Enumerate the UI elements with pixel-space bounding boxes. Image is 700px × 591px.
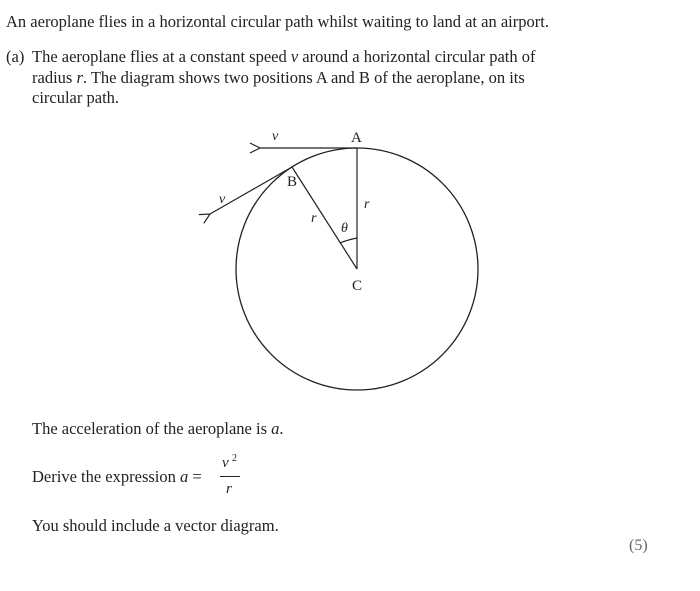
velocity-label-b: v — [219, 192, 226, 207]
center-c-label: C — [352, 278, 363, 294]
radius-label-ca: r — [364, 197, 370, 212]
speed-variable: v — [290, 47, 299, 66]
angle-arc — [340, 238, 357, 243]
derive-text: Derive the expression — [32, 467, 180, 486]
expression-equals: = — [192, 467, 202, 486]
angle-theta-label: θ — [341, 221, 348, 236]
part-a-line-3: circular path. — [32, 88, 120, 107]
fraction-denominator: r — [226, 481, 232, 497]
radius-variable: r — [76, 68, 83, 87]
radius-label-cb: r — [311, 211, 317, 226]
velocity-label-a: v — [272, 129, 279, 144]
marks-label: (5) — [629, 537, 648, 554]
derive-instruction — [32, 469, 202, 486]
part-a-line-2-pre: radius — [32, 68, 77, 87]
vector-diagram-instruction: You should include a vector diagram. — [32, 516, 279, 535]
acceleration-text-post: . — [279, 419, 284, 438]
part-a-line-2-post: . The diagram shows two positions A and B of the aeroplane, on its — [82, 68, 525, 87]
fraction-numerator: v — [222, 455, 229, 471]
acceleration-variable: a — [271, 419, 280, 438]
part-a-line-1-pre: The aeroplane flies at a constant speed — [32, 47, 291, 66]
part-a-label: (a) — [6, 47, 25, 66]
point-a-label: A — [351, 130, 362, 146]
radius-line-cb — [292, 167, 357, 269]
acceleration-text-pre: The acceleration of the aeroplane is — [32, 419, 272, 438]
point-b-label: B — [287, 174, 298, 190]
expression-lhs: a — [180, 467, 189, 486]
intro-text: An aeroplane flies in a horizontal circular path whilst waiting to land at an airport. — [6, 12, 549, 31]
part-a-line-1-post: around a horizontal circular path of — [298, 47, 536, 66]
fraction-numerator-power: 2 — [232, 453, 237, 464]
fraction-bar — [220, 476, 240, 477]
acceleration-statement — [32, 421, 284, 438]
